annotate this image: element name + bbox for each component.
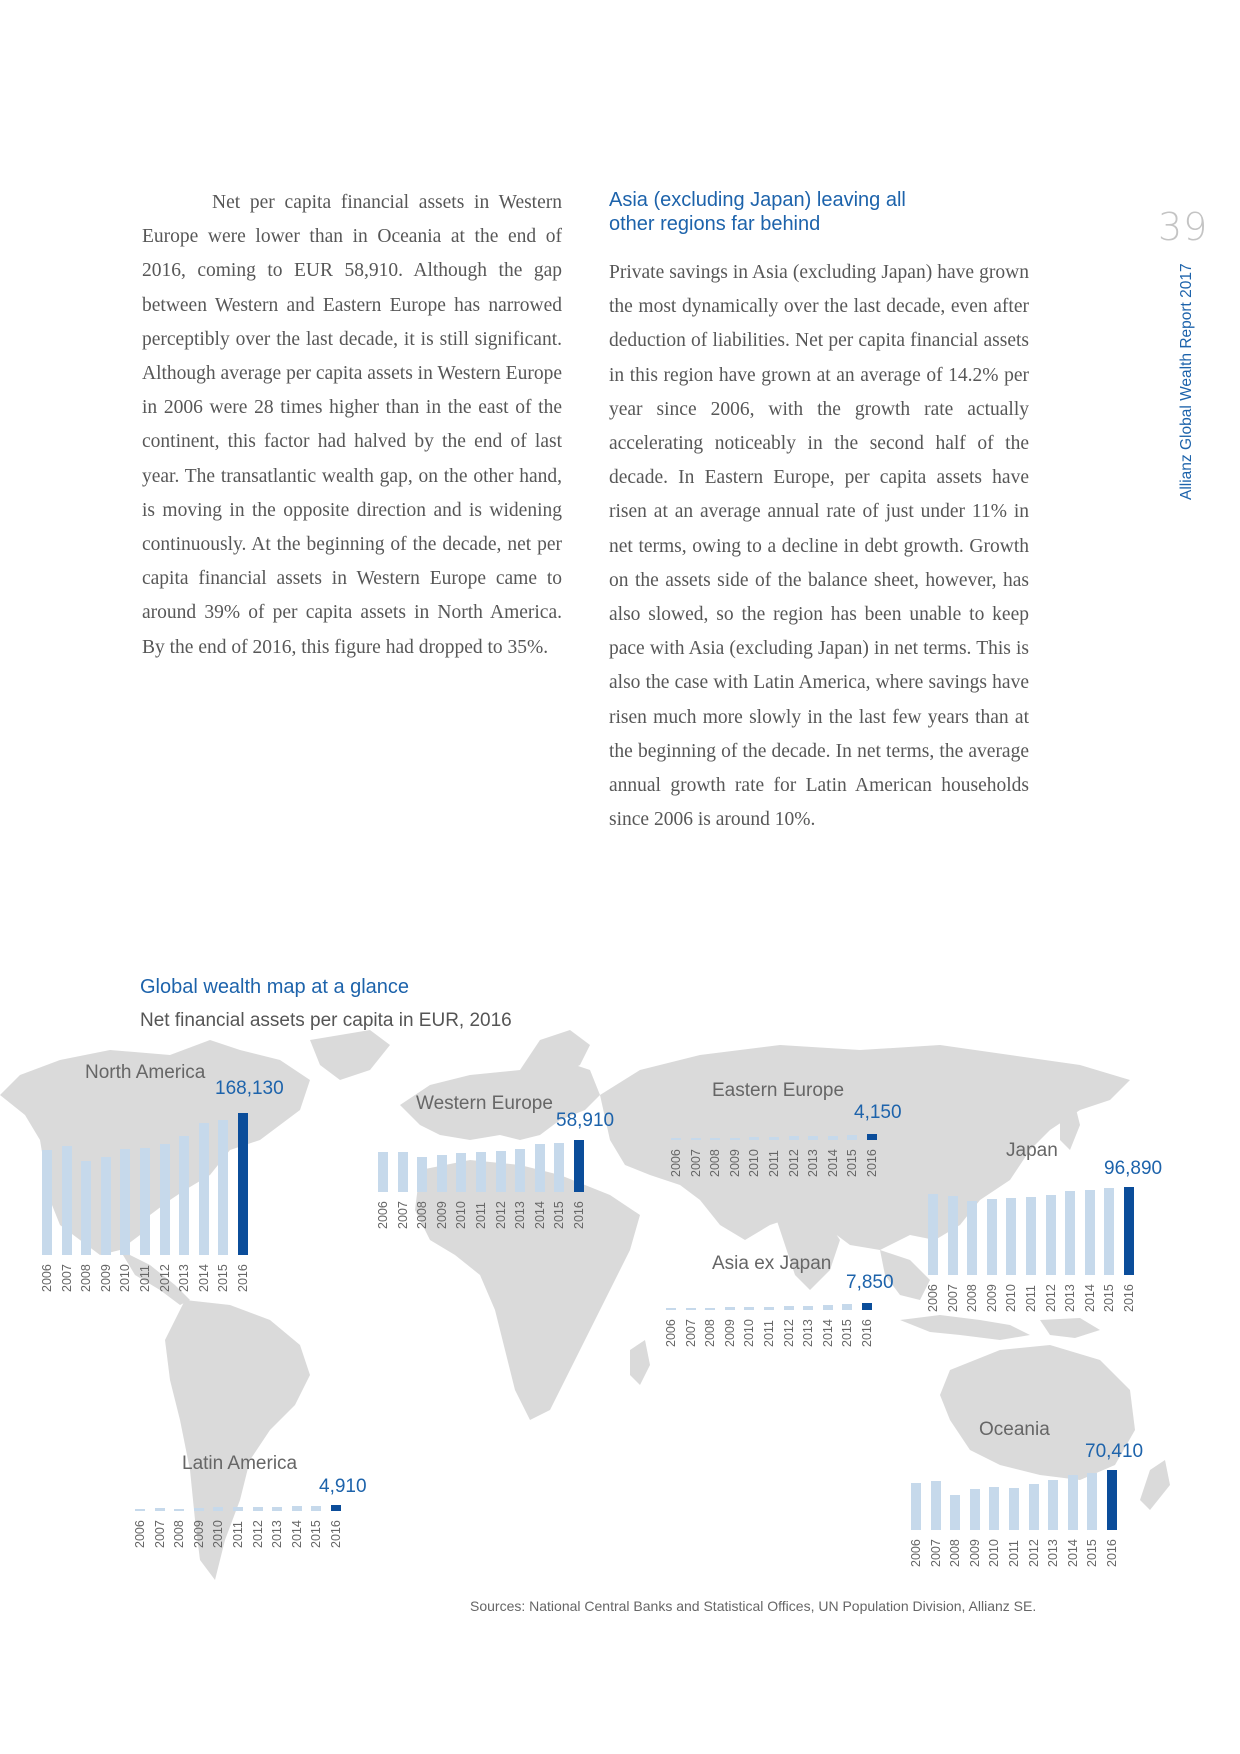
section-heading: Asia (excluding Japan) leaving all other regions far behind <box>609 189 906 235</box>
region-name-oceania: Oceania <box>979 1419 1050 1440</box>
bar-north-america-2006 <box>42 1150 52 1255</box>
year-label-japan-2014: 2014 <box>1082 1284 1097 1312</box>
year-label-japan-2011: 2011 <box>1024 1285 1038 1312</box>
bar-eastern-europe-2012 <box>789 1136 799 1140</box>
year-label-north-america-2009: 2009 <box>98 1264 113 1292</box>
bar-latin-america-2006 <box>135 1509 145 1511</box>
year-label-latin-america-2010: 2010 <box>211 1520 226 1548</box>
bar-japan-2008 <box>967 1201 977 1275</box>
bar-eastern-europe-2014 <box>828 1136 838 1140</box>
year-label-japan-2006: 2006 <box>926 1284 940 1312</box>
figure-title: Global wealth map at a glance <box>140 976 410 998</box>
year-label-north-america-2015: 2015 <box>216 1264 231 1292</box>
bar-north-america-2007 <box>62 1146 72 1255</box>
bar-oceania-2011 <box>1009 1488 1019 1530</box>
year-label-western-europe-2015: 2015 <box>552 1201 567 1229</box>
year-label-latin-america-2014: 2014 <box>289 1520 304 1548</box>
world-map <box>0 1000 1240 1754</box>
bar-western-europe-2011 <box>476 1152 486 1192</box>
bar-north-america-2013 <box>179 1136 189 1255</box>
region-value-oceania: 70,410 <box>1085 1441 1144 1462</box>
bar-latin-america-2012 <box>253 1507 263 1511</box>
year-label-north-america-2007: 2007 <box>59 1264 74 1292</box>
bar-japan-2006 <box>928 1194 938 1275</box>
bar-north-america-2012 <box>160 1144 170 1255</box>
bar-japan-2014 <box>1085 1190 1095 1275</box>
year-label-eastern-europe-2013: 2013 <box>806 1149 821 1177</box>
page-number: 39 <box>1158 205 1209 249</box>
bar-western-europe-2006 <box>378 1152 388 1192</box>
bar-japan-2013 <box>1065 1191 1075 1275</box>
region-value-japan: 96,890 <box>1104 1158 1163 1179</box>
region-name-japan: Japan <box>1006 1140 1058 1161</box>
bar-asia-ex-japan-2013 <box>803 1306 813 1310</box>
bar-latin-america-2011 <box>233 1507 243 1511</box>
bar-latin-america-2015 <box>311 1506 321 1511</box>
bar-eastern-europe-2013 <box>808 1136 818 1140</box>
bar-japan-2016 <box>1124 1187 1134 1275</box>
region-value-north-america: 168,130 <box>215 1078 284 1099</box>
bar-asia-ex-japan-2012 <box>784 1306 794 1310</box>
region-name-eastern-europe: Eastern Europe <box>712 1080 845 1101</box>
year-label-eastern-europe-2007: 2007 <box>688 1149 703 1177</box>
bar-oceania-2006 <box>911 1483 921 1530</box>
year-label-oceania-2015: 2015 <box>1085 1539 1100 1567</box>
bar-oceania-2016 <box>1107 1470 1117 1530</box>
bar-oceania-2007 <box>931 1481 941 1530</box>
bar-oceania-2015 <box>1087 1473 1097 1530</box>
year-label-asia-ex-japan-2007: 2007 <box>683 1319 698 1347</box>
year-label-north-america-2011: 2011 <box>138 1265 152 1292</box>
bar-asia-ex-japan-2014 <box>823 1305 833 1310</box>
year-label-japan-2009: 2009 <box>984 1284 999 1312</box>
bar-japan-2009 <box>987 1199 997 1275</box>
bar-western-europe-2012 <box>496 1151 506 1192</box>
bar-asia-ex-japan-2011 <box>764 1307 774 1310</box>
region-value-asia-ex-japan: 7,850 <box>846 1272 894 1293</box>
bar-north-america-2016 <box>238 1113 248 1255</box>
bar-north-america-2011 <box>140 1148 150 1255</box>
year-label-asia-ex-japan-2016: 2016 <box>860 1319 874 1347</box>
region-value-latin-america: 4,910 <box>319 1476 367 1497</box>
year-label-asia-ex-japan-2014: 2014 <box>820 1319 835 1347</box>
year-label-eastern-europe-2010: 2010 <box>747 1149 762 1177</box>
year-label-north-america-2016: 2016 <box>236 1264 250 1292</box>
left-column-text: Net per capita financial assets in Western Europe were lower than in Oceania at the end of 2016, coming to EUR 58,910. Although the gap between Western and Eastern Europe has narrowed perceptibly over the last decade, it is still significant. Although average per capita assets in Western Europe in 2006 were 28 times higher than in the east of the continent, this factor had halved by the end of last year. The transatlantic wealth gap, on the other hand, is moving in the opposite direction and is widening continuously. At the beginning of the decade, net per capita financial assets in Western Europe came to around 39% of per capita assets in North America. By the end of 2016, this figure had dropped to 35%. <box>142 192 562 658</box>
year-label-western-europe-2010: 2010 <box>454 1201 469 1229</box>
year-label-eastern-europe-2006: 2006 <box>669 1149 683 1177</box>
year-label-eastern-europe-2008: 2008 <box>708 1149 723 1177</box>
year-label-oceania-2009: 2009 <box>967 1539 982 1567</box>
region-name-asia-ex-japan: Asia ex Japan <box>712 1253 832 1274</box>
region-value-western-europe: 58,910 <box>556 1110 615 1131</box>
year-label-latin-america-2008: 2008 <box>172 1520 187 1548</box>
year-label-western-europe-2006: 2006 <box>376 1201 390 1229</box>
bar-north-america-2009 <box>101 1157 111 1255</box>
year-label-asia-ex-japan-2006: 2006 <box>664 1319 678 1347</box>
year-label-eastern-europe-2009: 2009 <box>727 1149 742 1177</box>
year-label-asia-ex-japan-2008: 2008 <box>703 1319 718 1347</box>
year-label-north-america-2006: 2006 <box>40 1264 54 1292</box>
bar-oceania-2013 <box>1048 1480 1058 1530</box>
bar-japan-2007 <box>948 1196 958 1275</box>
year-label-western-europe-2013: 2013 <box>513 1201 528 1229</box>
year-label-oceania-2016: 2016 <box>1105 1539 1119 1567</box>
right-column-text: Private savings in Asia (excluding Japan) have grown the most dynamically over the last decade, even after deduction of liabilities. Net per capita financial assets in this region have grown at an average of 14.2% per year since 2006, with the growth rate actually accelerating noticeably in the second half of the decade. In Eastern Europe, per capita assets have risen at an average annual rate of just under 11% in net terms, owing to a decline in debt growth. Growth on the assets side of the balance sheet, however, has also slowed, so the region has been unable to keep pace with Asia (excluding Japan) in net terms. This is also the case with Latin America, where savings have risen much more slowly in the last few years than at the beginning of the decade. In net terms, the average annual growth rate for Latin American households since 2006 is around 10%. <box>609 262 1029 831</box>
year-label-latin-america-2013: 2013 <box>270 1520 285 1548</box>
year-label-latin-america-2012: 2012 <box>250 1520 265 1548</box>
bar-western-europe-2010 <box>456 1153 466 1192</box>
year-label-japan-2007: 2007 <box>945 1284 960 1312</box>
bar-eastern-europe-2009 <box>730 1138 740 1140</box>
bar-japan-2010 <box>1006 1198 1016 1275</box>
year-label-asia-ex-japan-2009: 2009 <box>722 1319 737 1347</box>
bar-eastern-europe-2016 <box>867 1134 877 1140</box>
year-label-asia-ex-japan-2010: 2010 <box>742 1319 757 1347</box>
year-label-latin-america-2006: 2006 <box>133 1520 147 1548</box>
year-label-asia-ex-japan-2013: 2013 <box>801 1319 816 1347</box>
bar-asia-ex-japan-2015 <box>842 1304 852 1310</box>
bar-north-america-2015 <box>218 1120 228 1255</box>
bar-eastern-europe-2006 <box>671 1138 681 1140</box>
year-label-north-america-2012: 2012 <box>157 1264 172 1292</box>
year-label-north-america-2014: 2014 <box>196 1264 211 1292</box>
year-label-eastern-europe-2014: 2014 <box>825 1149 840 1177</box>
year-label-eastern-europe-2015: 2015 <box>845 1149 860 1177</box>
year-label-latin-america-2007: 2007 <box>152 1520 167 1548</box>
year-label-north-america-2013: 2013 <box>177 1264 192 1292</box>
bar-asia-ex-japan-2016 <box>862 1303 872 1310</box>
region-name-latin-america: Latin America <box>182 1453 298 1474</box>
bar-western-europe-2013 <box>515 1149 525 1192</box>
year-label-latin-america-2015: 2015 <box>309 1520 324 1548</box>
bar-japan-2011 <box>1026 1197 1036 1275</box>
bar-asia-ex-japan-2006 <box>666 1308 676 1310</box>
bar-asia-ex-japan-2007 <box>686 1308 696 1310</box>
bar-asia-ex-japan-2010 <box>744 1307 754 1310</box>
bar-eastern-europe-2007 <box>691 1138 701 1140</box>
bar-eastern-europe-2008 <box>710 1138 720 1140</box>
year-label-oceania-2008: 2008 <box>948 1539 963 1567</box>
bar-oceania-2010 <box>989 1487 999 1530</box>
year-label-western-europe-2008: 2008 <box>415 1201 430 1229</box>
figure-subtitle: Net financial assets per capita in EUR, 2016 <box>140 1010 512 1031</box>
bar-latin-america-2013 <box>272 1507 282 1511</box>
year-label-north-america-2008: 2008 <box>79 1264 94 1292</box>
bar-japan-2012 <box>1046 1195 1056 1275</box>
bar-latin-america-2008 <box>174 1509 184 1511</box>
year-label-oceania-2014: 2014 <box>1065 1539 1080 1567</box>
year-label-oceania-2011: 2011 <box>1007 1540 1021 1567</box>
year-label-japan-2013: 2013 <box>1063 1284 1078 1312</box>
year-label-japan-2012: 2012 <box>1043 1284 1058 1312</box>
bar-latin-america-2007 <box>155 1508 165 1511</box>
year-label-western-europe-2009: 2009 <box>434 1201 449 1229</box>
bar-north-america-2008 <box>81 1161 91 1255</box>
bar-eastern-europe-2011 <box>769 1137 779 1140</box>
year-label-western-europe-2007: 2007 <box>395 1201 410 1229</box>
bar-western-europe-2008 <box>417 1157 427 1192</box>
bar-western-europe-2014 <box>535 1144 545 1192</box>
bar-eastern-europe-2010 <box>749 1137 759 1140</box>
year-label-western-europe-2011: 2011 <box>474 1202 488 1229</box>
year-label-asia-ex-japan-2015: 2015 <box>840 1319 855 1347</box>
year-label-asia-ex-japan-2011: 2011 <box>762 1320 776 1347</box>
bar-oceania-2014 <box>1068 1475 1078 1530</box>
bar-north-america-2014 <box>199 1123 209 1255</box>
year-label-oceania-2012: 2012 <box>1026 1539 1041 1567</box>
region-name-western-europe: Western Europe <box>416 1093 553 1114</box>
running-title: Allianz Global Wealth Report 2017 <box>1178 263 1195 500</box>
bar-western-europe-2009 <box>437 1155 447 1192</box>
bar-asia-ex-japan-2009 <box>725 1307 735 1310</box>
bar-japan-2015 <box>1104 1188 1114 1275</box>
year-label-eastern-europe-2012: 2012 <box>786 1149 801 1177</box>
year-label-latin-america-2016: 2016 <box>329 1520 343 1548</box>
bar-western-europe-2007 <box>398 1152 408 1192</box>
year-label-japan-2015: 2015 <box>1102 1284 1117 1312</box>
bar-latin-america-2014 <box>292 1506 302 1511</box>
region-name-north-america: North America <box>85 1062 206 1083</box>
year-label-asia-ex-japan-2012: 2012 <box>781 1319 796 1347</box>
year-label-oceania-2013: 2013 <box>1046 1539 1061 1567</box>
bar-eastern-europe-2015 <box>847 1135 857 1140</box>
bar-north-america-2010 <box>120 1149 130 1255</box>
year-label-japan-2010: 2010 <box>1004 1284 1019 1312</box>
year-label-north-america-2010: 2010 <box>118 1264 133 1292</box>
bar-western-europe-2015 <box>554 1143 564 1192</box>
year-label-eastern-europe-2011: 2011 <box>767 1150 781 1177</box>
year-label-western-europe-2016: 2016 <box>572 1201 586 1229</box>
region-value-eastern-europe: 4,150 <box>854 1102 902 1123</box>
year-label-western-europe-2012: 2012 <box>493 1201 508 1229</box>
year-label-western-europe-2014: 2014 <box>532 1201 547 1229</box>
year-label-japan-2008: 2008 <box>965 1284 980 1312</box>
year-label-japan-2016: 2016 <box>1122 1284 1136 1312</box>
bar-asia-ex-japan-2008 <box>705 1308 715 1310</box>
bar-oceania-2009 <box>970 1489 980 1530</box>
bar-latin-america-2016 <box>331 1505 341 1511</box>
year-label-oceania-2010: 2010 <box>987 1539 1002 1567</box>
year-label-latin-america-2011: 2011 <box>231 1521 245 1548</box>
year-label-eastern-europe-2016: 2016 <box>865 1149 879 1177</box>
bar-latin-america-2010 <box>213 1507 223 1511</box>
bar-western-europe-2016 <box>574 1140 584 1192</box>
year-label-latin-america-2009: 2009 <box>191 1520 206 1548</box>
figure-sources: Sources: National Central Banks and Statistical Offices, UN Population Division, Allianz SE. <box>470 1598 1037 1614</box>
bar-oceania-2008 <box>950 1495 960 1530</box>
bar-latin-america-2009 <box>194 1508 204 1511</box>
bar-oceania-2012 <box>1029 1484 1039 1530</box>
year-label-oceania-2007: 2007 <box>928 1539 943 1567</box>
year-label-oceania-2006: 2006 <box>909 1539 923 1567</box>
